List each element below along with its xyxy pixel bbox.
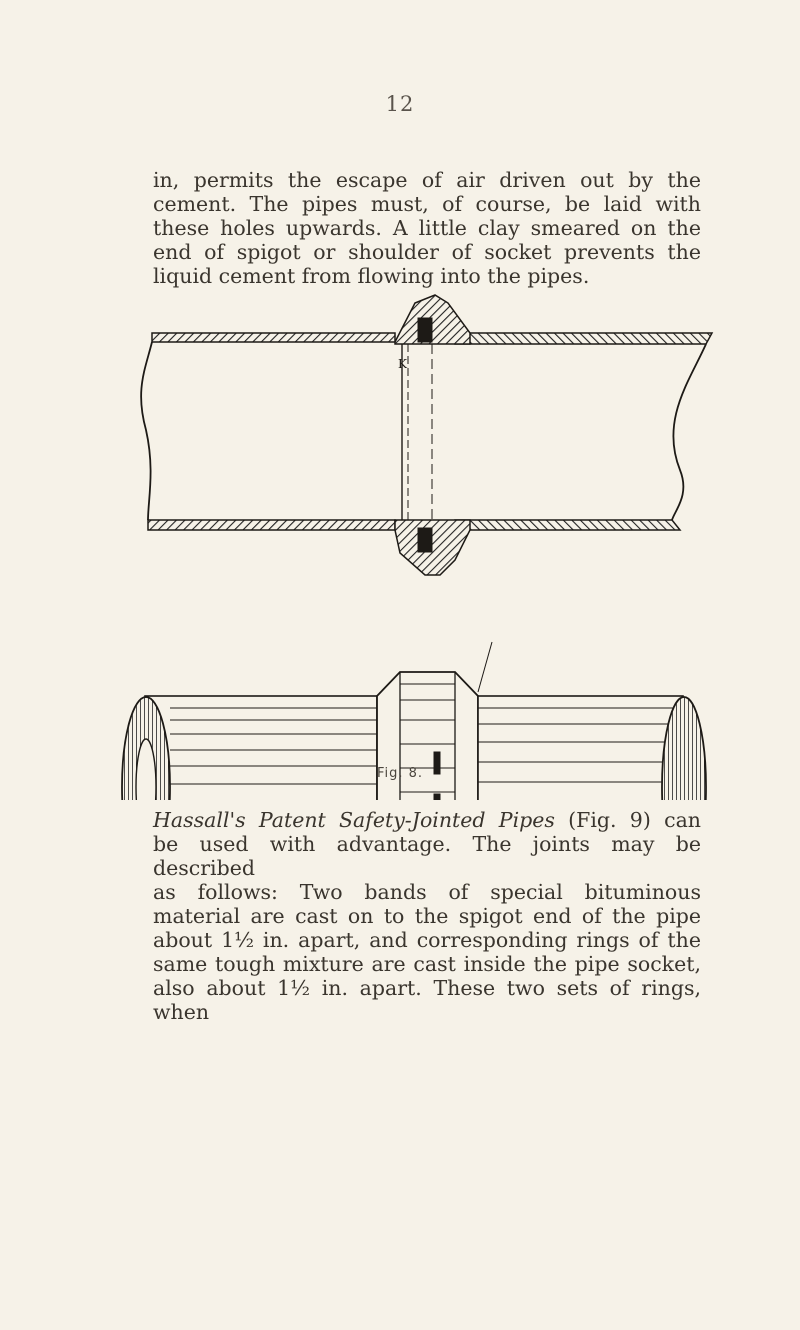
- svg-text:K: K: [398, 357, 407, 371]
- text-line: these holes upwards. A little clay smeared on the: [153, 216, 701, 240]
- text-line: end of spigot or shoulder of socket prevents the: [153, 240, 701, 264]
- text-line: as follows: Two bands of special bituminous: [153, 880, 701, 904]
- bottom-paragraph: [153, 808, 701, 1024]
- text-line: [153, 808, 701, 832]
- text-line: liquid cement from flowing into the pipes.: [153, 264, 590, 288]
- figure-title: Hassall's Patent Safety-Jointed Pipes: [153, 808, 555, 832]
- figure-title-rest: (Fig. 9) can: [554, 808, 701, 832]
- text-line: same tough mixture are cast inside the pipe socket,: [153, 952, 701, 976]
- text-line: be used with advantage. The joints may be described: [153, 832, 701, 880]
- upper-pipe-section: [141, 295, 712, 575]
- text-line: in, permits the escape of air driven out by the: [153, 168, 701, 192]
- text-line: cement. The pipes must, of course, be laid with: [153, 192, 701, 216]
- figure-caption: Fig. 8.: [376, 766, 424, 781]
- text-line: also about 1½ in. apart. These two sets of rings, when: [153, 976, 701, 1024]
- text-line: about 1½ in. apart, and corresponding rings of the: [153, 928, 701, 952]
- text-line: material are cast on to the spigot end of the pipe: [153, 904, 701, 928]
- page-number: 12: [385, 92, 415, 116]
